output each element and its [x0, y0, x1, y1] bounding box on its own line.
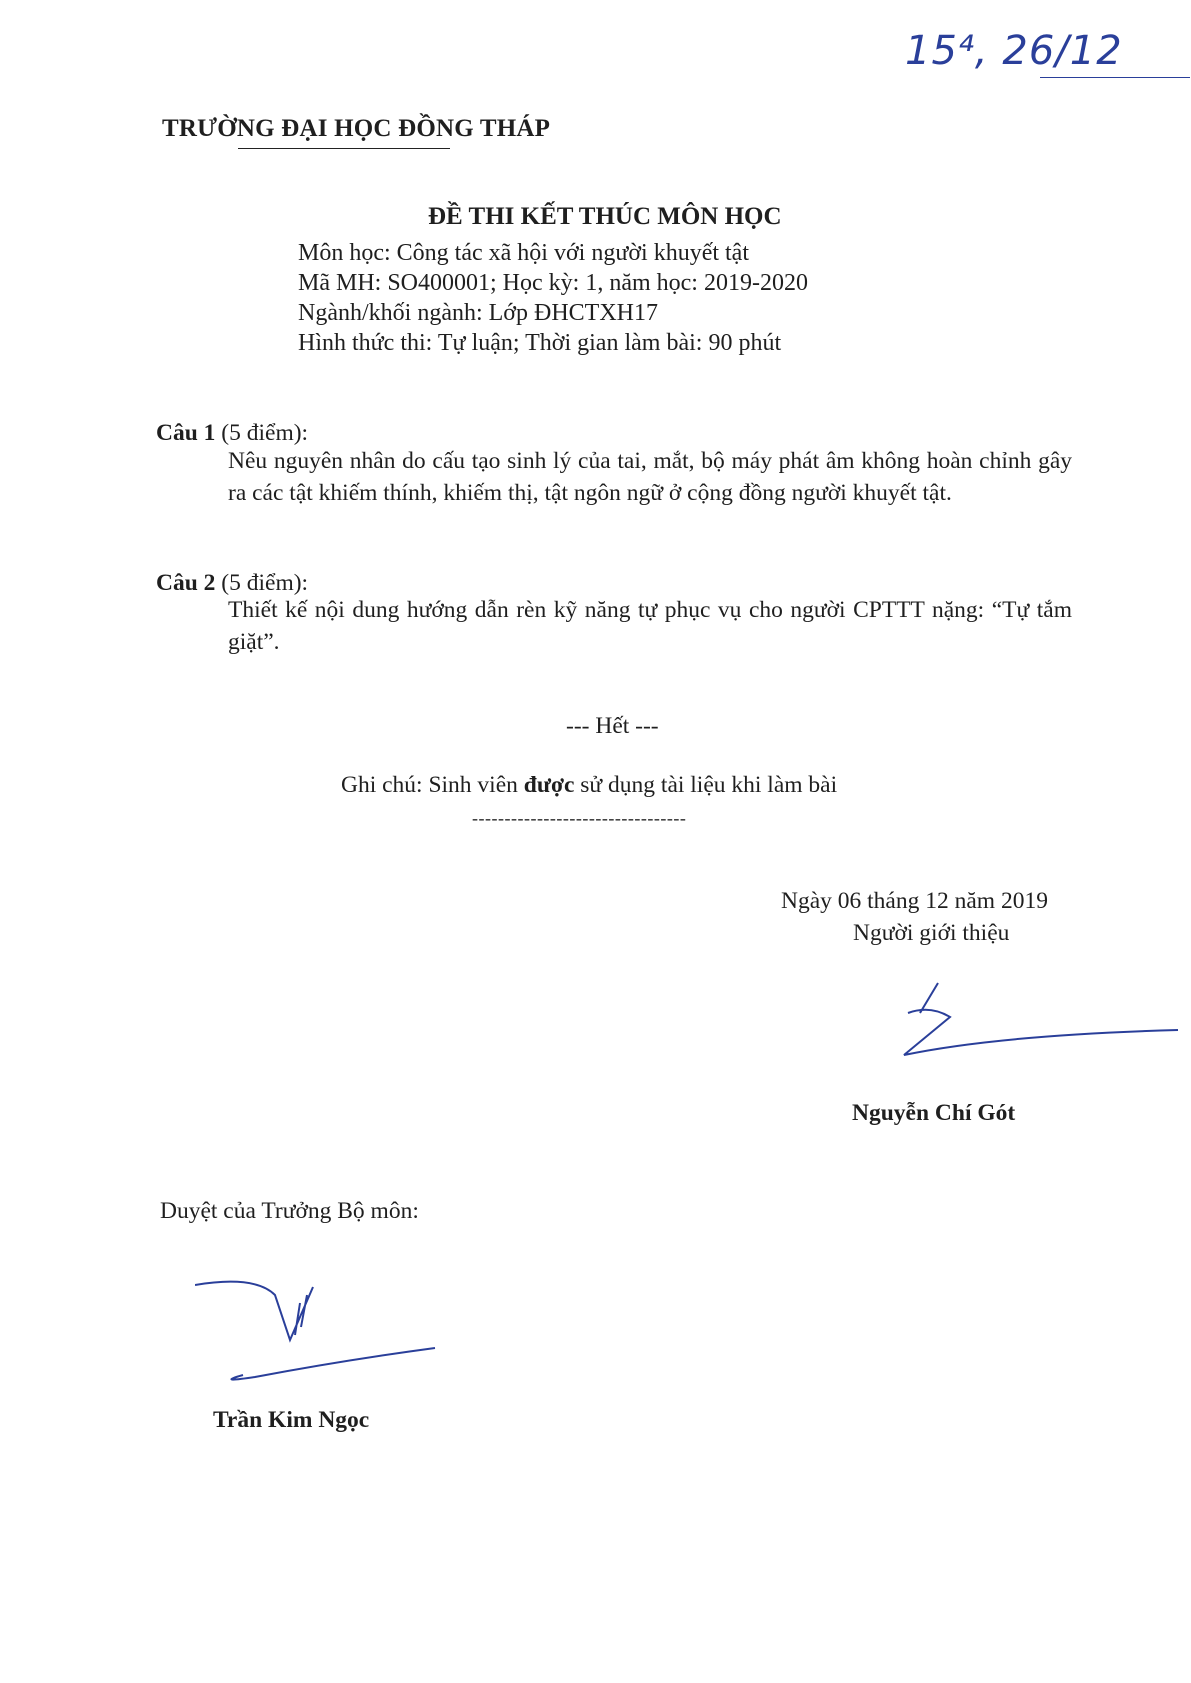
question-2-text: Thiết kế nội dung hướng dẫn rèn kỹ năng tự phục vụ cho người CPTTT nặng: “Tự tắm giặt”. [228, 597, 1072, 655]
exam-title: ĐỀ THI KẾT THÚC MÔN HỌC [428, 203, 782, 230]
approval-label: Duyệt của Trưởng Bộ môn: [160, 1198, 419, 1224]
handwritten-note: 15⁴, 26/12 [905, 28, 1123, 74]
exam-note-after: sử dụng tài liệu khi làm bài [574, 772, 838, 798]
signer-name: Nguyễn Chí Gót [852, 1100, 1016, 1126]
question-1-points: (5 điểm): [221, 420, 309, 446]
exam-meta-code: Mã MH: SO400001; Học kỳ: 1, năm học: 2019-2020 [298, 270, 808, 296]
presenter-signature [880, 975, 1180, 1075]
signer-role: Người giới thiệu [853, 920, 1010, 946]
question-1-text: Nêu nguyên nhân do cấu tạo sinh lý của tai, mắt, bộ máy phát âm không hoàn chỉnh gây ra các tật khiếm thính, khiếm thị, tật ngôn ngữ ở cộng đồng người khuyết tật. [228, 448, 1072, 506]
exam-note [341, 772, 837, 799]
end-mark: --- Hết --- [566, 713, 659, 739]
handwritten-underline [1040, 77, 1190, 78]
approver-signature [195, 1265, 455, 1395]
question-2-points: (5 điểm): [221, 570, 309, 596]
exam-note-before: Ghi chú: Sinh viên [341, 772, 524, 798]
approver-name: Trần Kim Ngọc [213, 1407, 370, 1433]
school-name: TRƯỜNG ĐẠI HỌC ĐỒNG THÁP [162, 115, 551, 142]
exam-meta-format: Hình thức thi: Tự luận; Thời gian làm bài: 90 phút [298, 330, 782, 356]
school-underline [238, 148, 450, 149]
question-1-label: Câu 1 [156, 420, 216, 446]
note-rule: --------------------------------- [472, 808, 687, 828]
question-2-label: Câu 2 [156, 570, 216, 596]
signature-date: Ngày 06 tháng 12 năm 2019 [781, 888, 1048, 914]
question-1-heading [156, 420, 308, 447]
exam-meta-subject: Môn học: Công tác xã hội với người khuyết tật [298, 240, 749, 266]
question-2-heading [156, 570, 308, 597]
exam-note-bold: được [523, 772, 575, 798]
exam-meta-class: Ngành/khối ngành: Lớp ĐHCTXH17 [298, 300, 658, 326]
